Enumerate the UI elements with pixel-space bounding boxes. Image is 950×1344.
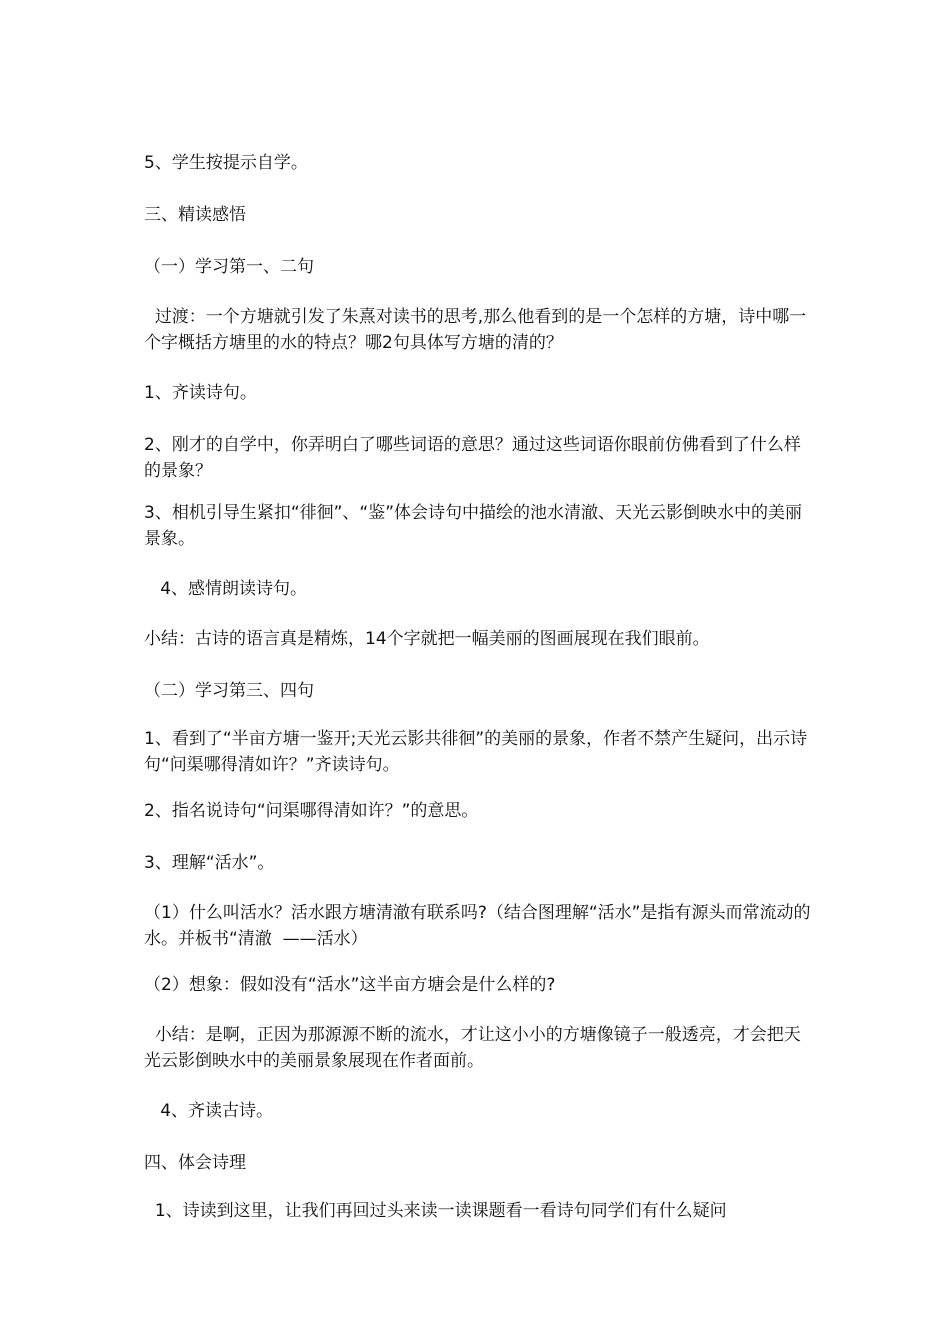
paragraph-self-study-question: 2、刚才的自学中，你弄明白了哪些词语的意思？通过这些词语你眼前仿佛看到了什么样的景象？: [144, 435, 801, 481]
paragraph-read-poem: 4、齐读古诗。: [144, 1101, 274, 1121]
paragraph-read-aloud: 1、齐读诗句。: [144, 383, 257, 403]
paragraph-what-is-living-water: （1）什么叫活水？活水跟方塘清澈有联系吗?（结合图理解“活水”是指有源头而常流动的水。并板书“清澈 ——活水）: [144, 903, 811, 949]
heading-close-reading: 三、精读感悟: [144, 205, 246, 225]
paragraph-revisit-title: 1、诗读到这里，让我们再回过头来读一读课题看一看诗句同学们有什么疑问: [144, 1201, 727, 1221]
paragraph-guidance: 3、相机引导生紧扣“徘徊”、“鉴”体会诗句中描绘的池水清澈、天光云影倒映水中的美丽景象。: [144, 503, 803, 549]
paragraph-transition: 过渡：一个方塘就引发了朱熹对读书的思考,那么他看到的是一个怎样的方塘，诗中哪一个字概括方塘里的水的特点？哪2句具体写方塘的清的？: [144, 307, 807, 353]
paragraph-explain-line: 2、指名说诗句“问渠哪得清如许？”的意思。: [144, 801, 479, 821]
paragraph-question-poem: 1、看到了“半亩方塘一鉴开;天光云影共徘徊”的美丽的景象，作者不禁产生疑问，出示诗句“问渠哪得清如许？”齐读诗句。: [144, 729, 808, 775]
paragraph-self-study: 5、学生按提示自学。: [144, 153, 308, 173]
paragraph-imagine: （2）想象：假如没有“活水”这半亩方塘会是什么样的?: [144, 975, 556, 995]
paragraph-emotional-reading: 4、感情朗读诗句。: [144, 579, 308, 599]
subheading-lines-one-two: （一）学习第一、二句: [144, 257, 314, 277]
paragraph-living-water: 3、理解“活水”。: [144, 853, 275, 873]
paragraph-summary-one: 小结：古诗的语言真是精炼，14个字就把一幅美丽的图画展现在我们眼前。: [144, 629, 710, 649]
subheading-lines-three-four: （二）学习第三、四句: [144, 681, 314, 701]
heading-poem-reasoning: 四、体会诗理: [144, 1153, 246, 1173]
paragraph-summary-two: 小结：是啊，正因为那源源不断的流水，才让这小小的方塘像镜子一般透亮，才会把天光云影倒映水中的美丽景象展现在作者面前。: [144, 1025, 801, 1071]
